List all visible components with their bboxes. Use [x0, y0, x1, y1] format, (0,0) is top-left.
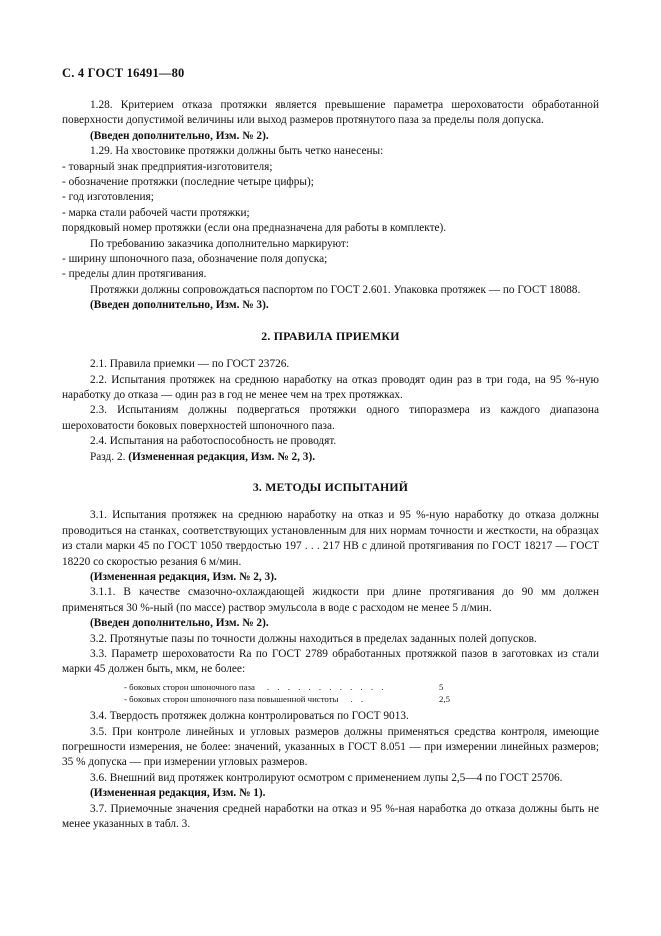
roughness-value: 5	[439, 681, 444, 692]
paragraph: 1.29. На хвостовике протяжки должны быть четко нанесены:	[90, 145, 384, 158]
paragraph: - год изготовления;	[62, 191, 154, 204]
paragraph: 3.2. Протянутые пазы по точности должны находиться в пределах заданных полей допусков.	[90, 632, 537, 645]
paragraph: 2.3. Испытаниям должны подвергаться протяжки одного типоразмера из каждого диапазона шероховатости боковых поверхностей шпоночного паза.	[62, 404, 599, 432]
paragraph: 2.4. Испытания на работоспособность не проводят.	[90, 435, 337, 448]
paragraph: 1.28. Критерием отказа протяжки является превышение параметра шероховатости обработанной поверхности допустимой величины или выход размеров протянутого паза за пределы поля допуска.	[62, 99, 599, 127]
paragraph: 3.3. Параметр шероховатости Ra по ГОСТ 2789 обработанных протяжкой пазов в заготовках из стали марки 45 должен быть, мкм, не более:	[62, 648, 599, 676]
paragraph: 3.1.1. В качестве смазочно-охлаждающей жидкости при длине протягивания до 90 мм должен применяться 30 %-ный (по массе) раствор эмульсола в воде с расходом не менее 5 л/мин.	[62, 586, 599, 614]
paragraph: 3.1. Испытания протяжек на среднюю наработку на отказ и 95 %-ную наработку до отказа должны проводиться на станках, соответствующих установленным для них нормам точности и жесткости, на образцах из стали марки 45 по ГОСТ 1050 твердостью 197 . . . 217 НВ с длиной протягивания по ГОСТ 18217 — ГОСТ 18220 со скоростью резания 6 м/мин.	[62, 509, 599, 568]
paragraph: - пределы длин протягивания.	[62, 268, 207, 281]
amendment-note: (Введен дополнительно, Изм. № 2).	[90, 129, 269, 142]
amendment-note: (Введен дополнительно, Изм. № 3).	[90, 299, 269, 312]
document-body	[62, 98, 599, 832]
roughness-value: 2,5	[439, 694, 450, 705]
paragraph: 3.5. При контроле линейных и угловых размеров должны применяться средства контроля, имеющие погрешности измерения, не более: значений, указанных в ГОСТ 8.051 — при измерении линейных размеров; 35 % допуска — при измерении угловых размеров.	[62, 725, 599, 769]
paragraph: - ширину шпоночного паза, обозначение поля допуска;	[62, 253, 328, 266]
paragraph: Протяжки должны сопровождаться паспортом по ГОСТ 2.601. Упаковка протяжек — по ГОСТ 18088.	[90, 283, 581, 296]
paragraph: 3.7. Приемочные значения средней наработки на отказ и 95 %-ная наработка до отказа должны быть не менее указанных в табл. 3.	[62, 802, 599, 831]
roughness-row	[124, 681, 599, 693]
paragraph: 2.1. Правила приемки — по ГОСТ 23726.	[90, 358, 290, 371]
section-heading: 3. МЕТОДЫ ИСПЫТАНИЙ	[252, 479, 409, 494]
section-heading: 2. ПРАВИЛА ПРИЕМКИ	[261, 328, 400, 343]
amendment-note: (Измененная редакция, Изм. № 2, 3).	[90, 570, 277, 583]
roughness-list	[124, 681, 599, 705]
amendment-note: (Введен дополнительно, Изм. № 2).	[90, 617, 269, 630]
roughness-label: - боковых сторон шпоночного паза повышенной чистоты . .	[124, 694, 367, 705]
roughness-label: - боковых сторон шпоночного паза . . . . . . . . . . . .	[124, 681, 387, 692]
paragraph: 3.6. Внешний вид протяжек контролируют осмотром с применением лупы 2,5—4 по ГОСТ 25706.	[90, 771, 563, 784]
paragraph: По требованию заказчика дополнительно маркируют:	[90, 237, 349, 250]
amendment-note: (Измененная редакция, Изм. № 1).	[90, 787, 266, 800]
leader-dots: . .	[350, 694, 367, 705]
paragraph: - товарный знак предприятия-изготовителя;	[62, 160, 273, 173]
paragraph: порядковый номер протяжки (если она предназначена для работы в комплекте).	[62, 222, 447, 235]
paragraph: - марка стали рабочей части протяжки;	[62, 206, 250, 219]
amendment-note: (Измененная редакция, Изм. № 2, 3).	[128, 450, 316, 463]
paragraph: 2.2. Испытания протяжек на среднюю наработку на отказ проводят один раз в три года, на 95 %-ную наработку до отказа — один раз в год не менее чем на трех протяжках.	[62, 373, 599, 401]
roughness-row	[124, 693, 599, 705]
paragraph: 3.4. Твердость протяжек должна контролироваться по ГОСТ 9013.	[90, 710, 409, 723]
leader-dots: . . . . . . . . . . . .	[266, 681, 387, 692]
paragraph: Разд. 2. (Измененная редакция, Изм. № 2, 3).	[90, 450, 316, 463]
page-header: С. 4 ГОСТ 16491—80	[62, 66, 185, 80]
paragraph: - обозначение протяжки (последние четыре цифры);	[62, 176, 314, 189]
